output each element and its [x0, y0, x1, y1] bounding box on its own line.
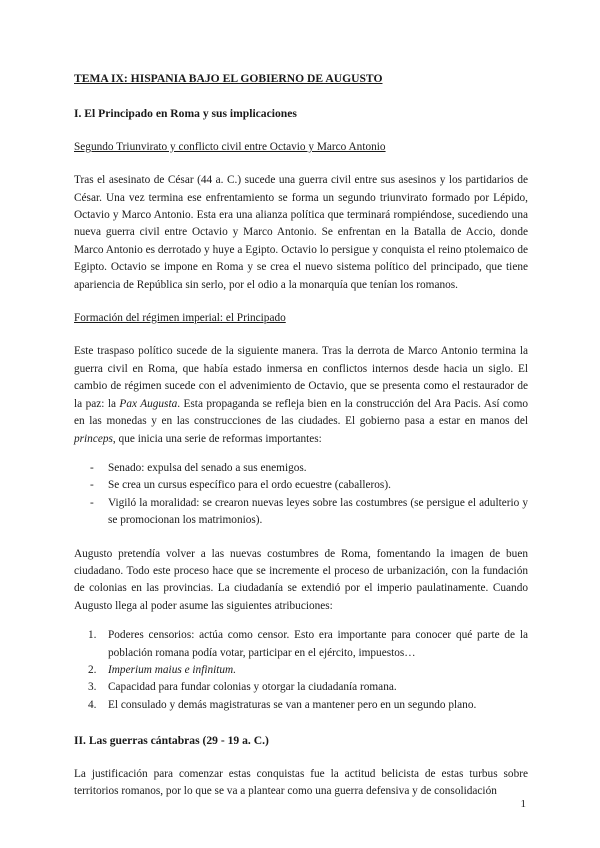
list-item [74, 662, 528, 679]
list-item: - Se crea un cursus específico para el ordo ecuestre (caballeros). [74, 477, 528, 494]
list-item-text: Imperium maius e infinitum. [108, 663, 237, 676]
paragraph-text-segment: , que inicia una serie de reformas importantes: [112, 432, 322, 445]
paragraph-augusto-costumbres: Augusto pretendía volver a las nuevas costumbres de Roma, fomentando la imagen de buen ciudadano. Todo este proceso hace que se incremente el proceso de urbanización, con la fundación de colonias en las provincias. La ciudadanía se extendió por el imperio paulatinamente. Cuando Augusto llega al poder asume las siguientes atribuciones: [74, 547, 528, 612]
paragraph-text-segment: Este traspaso político sucede de la siguiente manera. Tras la derrota de Marco Antonio termina la guerra civil en Roma, que había estado inmersa en conflictos internos desde hacia un siglo. El cambio de régimen sucede con el advenimiento de Octavio, que se presenta como el restaurador de la paz: la [74, 345, 528, 410]
list-item-text: Capacidad para fundar colonias y otorgar la ciudadanía romana. [108, 681, 397, 694]
italic-term-pax-augusta: Pax Augusta [119, 397, 178, 410]
list-item-text: Poderes censorios: actúa como censor. Esto era importante para conocer qué parte de la población romana podía votar, participar en el ejército, impuestos… [108, 629, 528, 659]
paragraph-text-segment: . Esta propaganda se refleja bien en la construcción del Ara Pacis. Así como en las monedas y en las construcciones de las ciudades. El gobierno pasa a estar en manos del [74, 397, 529, 428]
list-number: 4. [88, 698, 97, 711]
list-number: 1. [88, 629, 97, 642]
subsection-heading-triunvirato: Segundo Triunvirato y conflicto civil entre Octavio y Marco Antonio [74, 140, 386, 153]
list-item: - Senado: expulsa del senado a sus enemigos. [74, 460, 528, 477]
list-number: 2. [88, 663, 97, 676]
reforms-bullet-list [74, 460, 528, 530]
paragraph-justificacion: La justificación para comenzar estas conquistas fue la actitud belicista de estas turbus sobre territorios romanos, por lo que se va a plantear como una guerra defensiva y de consolidación [74, 767, 528, 797]
section-heading-principado: I. El Principado en Roma y sus implicaciones [74, 107, 297, 121]
list-item [74, 627, 528, 662]
paragraph-traspaso-politico [74, 343, 528, 447]
section-heading-guerras-cantabras: II. Las guerras cántabras (29 - 19 a. C.) [74, 734, 269, 748]
paragraph-triunvirato: Tras el asesinato de César (44 a. C.) sucede una guerra civil entre sus asesinos y los partidarios de César. Una vez termina ese enfrentamiento se forma un segundo triunvirato formado por Lépido, Octavio y Marco Antonio. Esta era una alianza política que terminará rompiéndose, sucediendo una nueva guerra civil entre Octavio y Marco Antonio. Se enfrentan en la Batalla de Accio, donde Marco Antonio es derrotado y huye a Egipto. Octavio lo persigue y conquista el reino ptolemaico de Egipto. Octavio se impone en Roma y se crea el nuevo sistema político del principado, que tiene apariencia de República sin serlo, por el odio a la monarquía que tenían los romanos. [74, 174, 528, 291]
list-number: 3. [88, 681, 97, 694]
document-title: TEMA IX: HISPANIA BAJO EL GOBIERNO DE AUGUSTO [74, 72, 383, 85]
list-item [74, 679, 528, 696]
subsection-heading-regimen-imperial: Formación del régimen imperial: el Principado [74, 312, 286, 325]
list-item: - Vigiló la moralidad: se crearon nuevas leyes sobre las costumbres (se persigue el adulterio y se promocionan los matrimonios). [74, 495, 528, 530]
page-number: 1 [520, 798, 526, 810]
list-item [74, 697, 528, 714]
document-body [74, 70, 528, 800]
italic-term-princeps: princeps [74, 432, 113, 445]
list-item-text: El consulado y demás magistraturas se van a mantener pero en un segundo plano. [108, 698, 477, 711]
atribuciones-numbered-list [74, 627, 528, 714]
